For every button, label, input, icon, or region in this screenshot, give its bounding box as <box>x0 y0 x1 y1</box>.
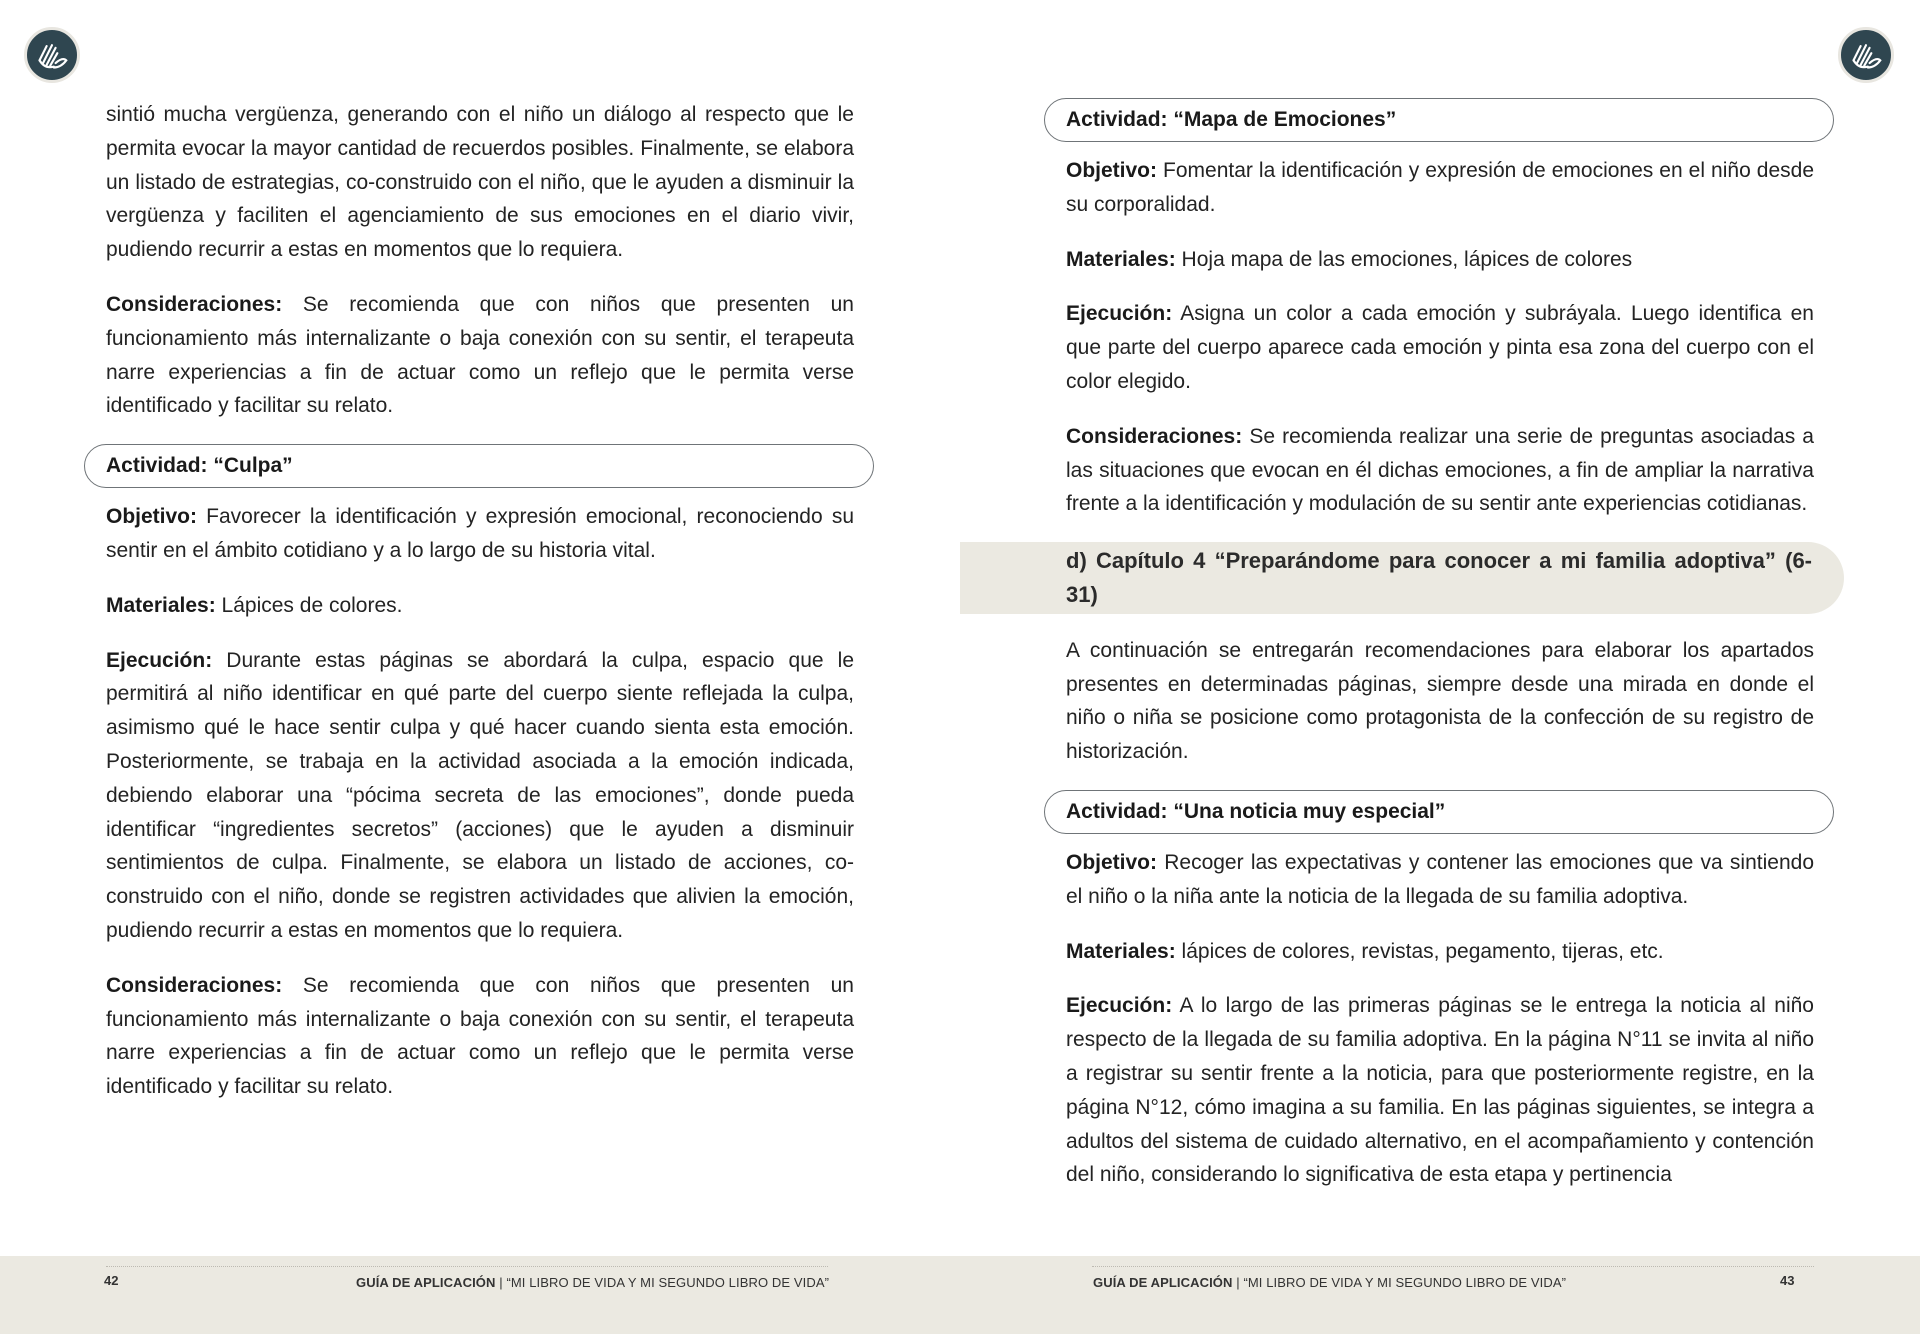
consideraciones-paragraph: Consideraciones: Se recomienda realizar una serie de preguntas asociadas a las situaciones que evocan en él dichas emociones, a fin de ampliar la narrativa frente a la identificación y modulación de su sentir ante experiencias cotidianas. <box>1066 424 1814 516</box>
footer-title-left: GUÍA DE APLICACIÓN | “MI LIBRO DE VIDA Y MI SEGUNDO LIBRO DE VIDA” <box>356 1275 830 1290</box>
intro-paragraph: A continuación se entregarán recomendaciones para elaborar los apartados presentes en determinadas páginas, siempre desde una mirada en donde el niño o niña se posicione como protagonista de la confección de su registro de historización. <box>1066 638 1814 764</box>
right-content <box>1066 98 1814 1213</box>
page-number-left: 42 <box>104 1273 119 1288</box>
activity-heading-culpa: Actividad: “Culpa” <box>84 444 874 488</box>
materiales-paragraph: Materiales: Hoja mapa de las emociones, lápices de colores <box>1066 247 1633 271</box>
page-number-right: 43 <box>1780 1273 1795 1288</box>
hands-logo-icon <box>24 27 80 83</box>
footer-band <box>0 1256 1920 1334</box>
materiales-paragraph: Materiales: Lápices de colores. <box>106 593 403 617</box>
activity-heading-una-noticia: Actividad: “Una noticia muy especial” <box>1044 790 1834 834</box>
ejecucion-paragraph: Ejecución: A lo largo de las primeras páginas se le entrega la noticia al niño respecto de la llegada de su familia adoptiva. En la página N°11 se invita al niño a registrar su sentir frente a la noticia, para que posteriormente registre, en la página N°12, cómo imagina a su familia. En las páginas siguientes, se integra a adultos del sistema de cuidado alternativo, en el acompañamiento y contención del niño, considerando lo significativa de esta etapa y pertinencia <box>1066 994 1814 1187</box>
ejecucion-paragraph: Ejecución: Asigna un color a cada emoción y subráyala. Luego identifica en que parte del cuerpo aparece cada emoción y pinta esa zona del cuerpo con el color elegido. <box>1066 302 1814 393</box>
chapter-heading: d) Capítulo 4 “Preparándome para conocer a mi familia adoptiva” (6-31) <box>960 542 1844 614</box>
materiales-paragraph: Materiales: lápices de colores, revistas, pegamento, tijeras, etc. <box>1066 939 1664 963</box>
objetivo-paragraph: Objetivo: Fomentar la identificación y expresión de emociones en el niño desde su corporalidad. <box>1066 159 1814 216</box>
consideraciones-paragraph: Consideraciones: Se recomienda que con niños que presenten un funcionamiento más internalizante o baja conexión con su sentir, el terapeuta narre experiencias a fin de actuar como un reflejo que le permita verse identificado y facilitar su relato. <box>106 973 854 1099</box>
left-content <box>106 98 854 1125</box>
objetivo-paragraph: Objetivo: Recoger las expectativas y contener las emociones que va sintiendo el niño o la niña ante la noticia de la llegada de su familia adoptiva. <box>1066 850 1814 908</box>
footer-divider <box>1092 1266 1814 1267</box>
consideraciones-paragraph: Consideraciones: Se recomienda que con niños que presenten un funcionamiento más internalizante o baja conexión con su sentir, el terapeuta narre experiencias a fin de actuar como un reflejo que le permita verse identificado y facilitar su relato. <box>106 292 854 418</box>
right-page <box>960 0 1920 1334</box>
activity-heading-mapa-emociones: Actividad: “Mapa de Emociones” <box>1044 98 1834 142</box>
footer-divider <box>106 1266 828 1267</box>
hands-logo-icon <box>1838 27 1894 83</box>
footer-title-right: GUÍA DE APLICACIÓN | “MI LIBRO DE VIDA Y MI SEGUNDO LIBRO DE VIDA” <box>1093 1275 1567 1290</box>
paragraph-continuation: sintió mucha vergüenza, generando con el niño un diálogo al respecto que le permita evocar la mayor cantidad de recuerdos posibles. Finalmente, se elabora un listado de estrategias, co-construido con el niño, que le ayuden a disminuir la vergüenza y faciliten el agenciamiento de sus emociones en el diario vivir, pudiendo recurrir a estas en momentos que lo requiera. <box>106 103 854 262</box>
objetivo-paragraph: Objetivo: Favorecer la identificación y expresión emocional, reconociendo su sentir en el ámbito cotidiano y a lo largo de su historia vital. <box>106 505 854 562</box>
ejecucion-paragraph: Ejecución: Durante estas páginas se abordará la culpa, espacio que le permitirá al niño identificar en qué parte del cuerpo siente reflejada la culpa, asimismo qué le hace sentir culpa y qué hacer cuando sienta esta emoción. Posteriormente, se trabaja en la actividad asociada a la emoción indicada, debiendo elaborar una “pócima secreta de las emociones”, donde pueda identificar “ingredientes secretos” (acciones) que le ayuden a disminuir sentimientos de culpa. Finalmente, se elabora un listado de acciones, co-construido con el niño, donde se registren actividades que alivien la emoción, pudiendo recurrir a estas en momentos que lo requiera. <box>106 648 854 942</box>
